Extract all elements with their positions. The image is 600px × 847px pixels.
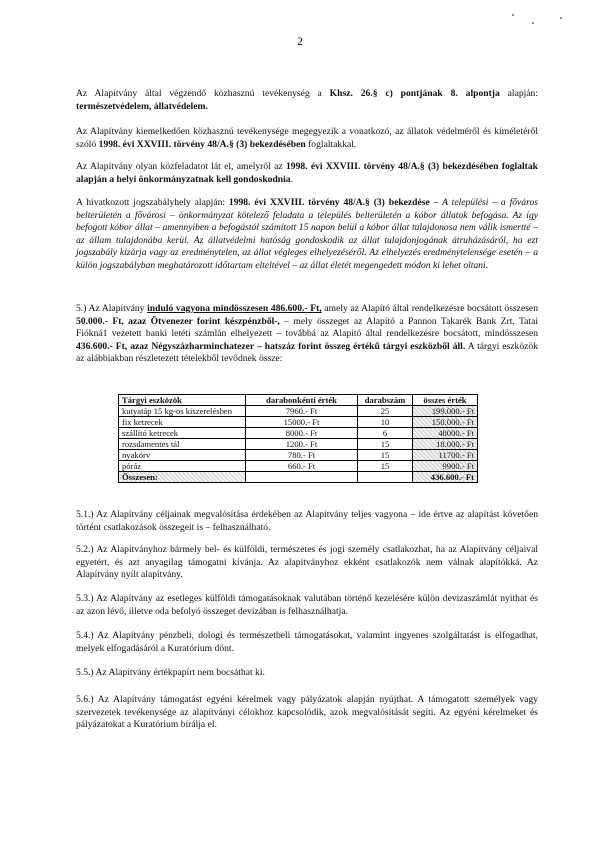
- table-cell: 660.- Ft: [246, 461, 358, 472]
- table-cell-empty: [246, 472, 358, 483]
- text-bold: 50.000.- Ft, azaz Ötvenezer forint készpénzből-,: [76, 315, 280, 327]
- table-total-row: [119, 472, 478, 483]
- scan-speck: [512, 14, 514, 16]
- text-italic: – A települési – a főváros belterületén a fővárosi – önkormányzat kötelező feladata a település belterületén a kóbor állatok befogása. Az így befogott kóbor állat – amennyiben a befogástól számított 15 napon belül a kóbor állat tulajdonosa nem válik ismertté – az állam tulajdonába kerül. Az állatvédelmi hatóság gondoskodik az állat tulajdonjogának átruházásáról, ha ezt jogszabály kizárja vagy az eredménytelen, az állat végleges elhelyezéséről. Az elhelyezés eredménytelensége esetén – a külön jogszabályban meghatározott időtartam elteltével – az állat életét megengedett módon ki lehet oltani.: [76, 197, 539, 271]
- table-cell: 199.000.- Ft: [413, 406, 478, 417]
- paragraph-5-2: 5.2.) Az Alapítványhoz bármely bel- és külföldi, természetes és jogi személy csatlakozhat, ha az Alapítvány céljaival egyetért, és azt anyagilag támogatni kívánja. Az alapítványhoz ekként csatlakozók nem válnak alapítókká. Az Alapítvány nyílt alapítvány.: [76, 544, 538, 581]
- paragraph-5-6: 5.6.) Az Alapítvány támogatást egyéni kérelmek vagy pályázatok alapján nyújthat. A támogatott személyek vagy szervezetek tevékenysége az alapítványi célokhoz kapcsolódik, azok megvalósítását segíti. Az egyéni kérelmeket és pályázatokat a Kuratórium bírálja el.: [76, 694, 538, 731]
- text: amely az Alapító által rendelkezésre bocsátott összesen: [321, 303, 538, 314]
- table-cell: 10: [358, 417, 413, 428]
- text: alapján:: [499, 88, 539, 99]
- table-cell: nyakörv: [119, 450, 246, 461]
- table-row: [119, 439, 478, 450]
- paragraph-activity: [76, 88, 538, 113]
- column-header: Tárgyi eszközök: [119, 395, 246, 406]
- table-cell: 18.000.- Ft: [413, 439, 478, 450]
- text: – mely összeget az Alapító a Pannon Takarék Bank Zrt. Tatai Fiókná1 vezetett banki letéti számlán elhelyezett – továbbá az Alapító által rendelkezésre bocsátott, mindösszesen: [76, 315, 538, 340]
- paragraph-assets: [76, 303, 538, 366]
- text: Az Alapítvány kiemelkedően közhasznú tevékenysége megegyezik a vonatkozó, az állatok védelméről és kíméletéről szóló: [76, 126, 538, 150]
- table-row: [119, 417, 478, 428]
- table-cell: 15000.- Ft: [246, 417, 358, 428]
- text-bold: 1998. évi XXVIII. törvény 48/A.§ (3) bekezdésében: [98, 138, 306, 150]
- table-cell: 25: [358, 406, 413, 417]
- text: A tárgyi eszközök az alábbiakban részletezett tételekből tevődnek össze:: [76, 340, 539, 365]
- text: .: [290, 173, 293, 185]
- column-header: összes érték: [413, 395, 478, 406]
- table-cell: szállító ketrecek: [119, 428, 246, 439]
- text: A hivatkozott jogszabályhely alapján:: [76, 197, 229, 208]
- table-cell: 8000.- Ft: [246, 428, 358, 439]
- table-cell: 150.000.- Ft: [413, 417, 478, 428]
- table-row: [119, 450, 478, 461]
- paragraph-priority-activity: [76, 126, 538, 151]
- text-bold: 1998. évi XXVIII. törvény 48/A.§ (3) bekezdése: [228, 197, 430, 208]
- scan-speck: [560, 17, 562, 19]
- column-header: darabszám: [358, 395, 413, 406]
- paragraph-legal-reference: [76, 197, 538, 273]
- text: foglaltakkal.: [305, 138, 357, 150]
- text: Az Alapítvány olyan közfeladatot lát el, amelyről az: [76, 161, 286, 172]
- table-row: [119, 428, 478, 439]
- table-cell: póráz: [119, 461, 246, 472]
- table-cell: 1200.- Ft: [246, 439, 358, 450]
- text-bold: 436.600.- Ft, azaz Négyszázharminchatezer – hatszáz forint összeg értékű tárgyi eszközből áll.: [76, 340, 466, 352]
- page-number: 2: [297, 34, 303, 48]
- table-row: [119, 406, 478, 417]
- table-row: [119, 461, 478, 472]
- total-label: Összesen:: [119, 472, 246, 483]
- text: Az Alapítvány által végzendő közhasznú tevékenység a: [76, 88, 330, 99]
- table-cell: 15: [358, 439, 413, 450]
- column-header: darabonkénti érték: [246, 395, 358, 406]
- table-cell: 11700.- Ft: [413, 450, 478, 461]
- scan-speck: [532, 22, 534, 24]
- paragraph-5-5: 5.5.) Az Alapítvány értékpapírt nem bocsáthat ki.: [76, 667, 265, 678]
- table-cell: 6: [358, 428, 413, 439]
- paragraph-public-task: [76, 161, 538, 186]
- table-cell: 48000.- Ft: [413, 428, 478, 439]
- table-cell: 15: [358, 450, 413, 461]
- paragraph-5-3: 5.3.) Az Alapítvány az esetleges külföldi támogatásoknak valutában történő kezelésére külön devizaszámlát nyithat és az azon lévő, illetve oda befolyó összeget devizában is felhasználhatja.: [76, 593, 538, 617]
- table-header-row: [119, 395, 478, 406]
- table-cell: 780.- Ft: [246, 450, 358, 461]
- paragraph-5-4: 5.4.) Az Alapítvány pénzbeli, dologi és természetbeli támogatásokat, valamint ingyenes szolgáltatást is elfogadhat, melyek elfogadásáról a Kuratórium dönt.: [76, 630, 538, 654]
- paragraph-5-1: 5.1.) Az Alapítvány céljainak megvalósítása érdekében az Alapítvány teljes vagyona – ide értve az alapítást követően történt csatlakozások összegeit is – felhasználható.: [76, 509, 538, 533]
- text-bold-underline: induló vagyona mindösszesen 486.600.- Ft,: [147, 303, 322, 314]
- total-value: 436.600.- Ft: [413, 472, 478, 483]
- table-cell: 9900.- Ft: [413, 461, 478, 472]
- text-bold: 1998. évi XXVIII. törvény 48/A.§ (3) bekezdésében foglaltak alapján a helyi önkormányzatnak kell gondoskodnia: [76, 161, 538, 185]
- assets-table: [118, 394, 478, 483]
- table-cell-empty: [358, 472, 413, 483]
- text-bold: természetvédelem, állatvédelem.: [76, 100, 208, 112]
- text: 5.) Az Alapítvány: [76, 303, 148, 314]
- table-cell: rozsdamentes tál: [119, 439, 246, 450]
- table-cell: 15: [358, 461, 413, 472]
- text-bold: Khsz. 26.§ c) pontjának 8. alpontja: [329, 88, 500, 99]
- table-cell: 7960.- Ft: [246, 406, 358, 417]
- table-cell: kutyatáp 15 kg-os kiszerelésben: [119, 406, 246, 417]
- table-cell: fix ketrecek: [119, 417, 246, 428]
